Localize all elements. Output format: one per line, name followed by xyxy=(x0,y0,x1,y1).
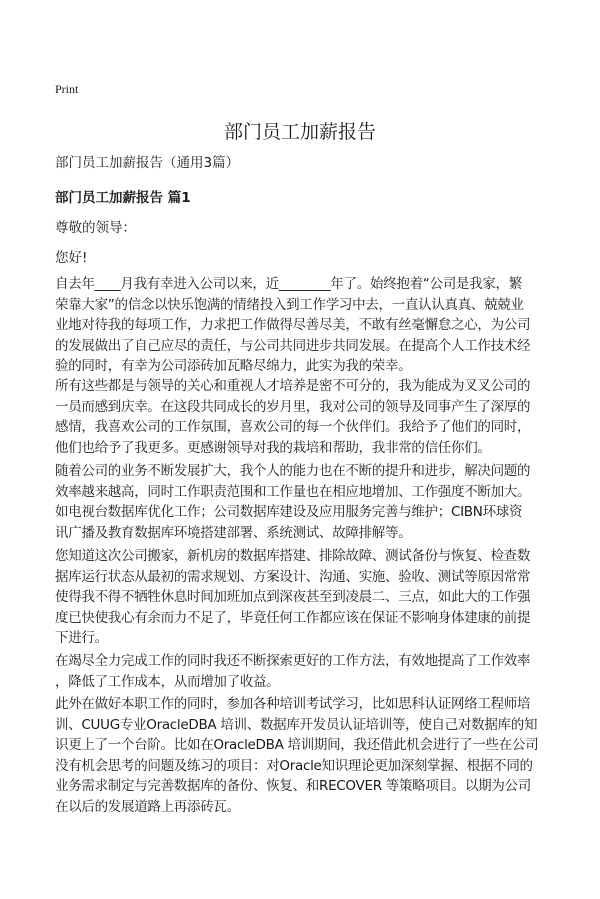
paragraph-5 xyxy=(55,651,565,692)
line: 他们也给予了我更多。更感谢领导对我的栽培和帮助，我非常的信任你们。 xyxy=(55,439,491,456)
paragraph-2 xyxy=(55,376,565,458)
line: 在竭尽全力完成工作的同时我还不断探索更好的工作方法，有效地提高了工作效率 xyxy=(55,653,531,669)
line: 效率越来越高，同时工作职责范围和工作量也在相应地增加、工作强度不断加大。 xyxy=(55,483,531,500)
line: 使得我不得不牺牲休息时间加班加点到深夜甚至到凌晨二、三点，如此大的工作强 xyxy=(55,589,531,605)
paragraph-4 xyxy=(55,546,565,649)
line: 训、CUUG专业OracleDBA 培训、数据库开发员认证培训等，使自己对数据库的知 xyxy=(55,716,538,733)
paragraph-3 xyxy=(55,461,565,543)
line: 业地对待我的每项工作，力求把工作做得尽善尽美，不敢有丝毫懈怠之心，为公司 xyxy=(55,317,531,333)
line: 的发展做出了自己应尽的责任，与公司共同进步共同发展。在提高个人工作技术经 xyxy=(55,337,531,354)
section-heading: 部门员工加薪报告 篇1 xyxy=(55,190,191,206)
subtitle: 部门员工加薪报告（通用3篇） xyxy=(55,155,240,171)
line: 此外在做好本职工作的同时，参加各种培训考试学习，比如思科认证网络工程师培 xyxy=(55,696,531,712)
line: 所有这些都是与领导的关心和重视人才培养是密不可分的，我为能成为叉叉公司的 xyxy=(55,378,531,394)
page-title: 部门员工加薪报告 xyxy=(223,121,376,143)
line: 您知道这次公司搬家，新机房的数据库搭建、排除故障、测试备份与恢复、检查数 xyxy=(55,548,531,564)
line: 据库运行状态从最初的需求规划、方案设计、沟通、实施、验收、测试等原因常常 xyxy=(55,568,531,585)
line: 验的同时，有幸为公司添砖加瓦略尽绵力，此实为我的荣幸。 xyxy=(55,358,412,374)
line: 讯广播及教育数据库环境搭建部署、系统测试、故障排解等。 xyxy=(55,524,412,541)
line: 随着公司的业务不断发展扩大，我个人的能力也在不断的提升和进步，解决问题的 xyxy=(55,463,531,479)
line: 如电视台数据库优化工作；公司数据库建设及应用服务完善与维护；CIBN环球资 xyxy=(55,504,523,520)
line: ，降低了工作成本，从而增加了收益。 xyxy=(55,673,280,690)
greeting: 您好! xyxy=(55,250,88,266)
line: 度已快使我心有余而力不足了，毕竟任何工作都应该在保证不影响身体建康的前提 xyxy=(55,609,531,626)
print-label: Print xyxy=(55,82,79,96)
paragraph-1 xyxy=(55,274,565,377)
line: 下进行。 xyxy=(55,630,108,646)
line: 一员而感到庆幸。在这段共同成长的岁月里，我对公司的领导及同事产生了深厚的 xyxy=(55,398,531,415)
line: 自去年____月我有幸进入公司以来，近________年了。始终抱着“公司是我家，繁 xyxy=(55,276,522,292)
line: 识更上了一个台阶。比如在OracleDBA 培训期间，我还借此机会进行了一些在公司 xyxy=(55,737,539,753)
line: 业务需求制定与完善数据库的备份、恢复、和RECOVER 等策略项目。以期为公司 xyxy=(55,778,531,794)
line: 荣靠大家”的信念以快乐饱满的情绪投入到工作学习中去，一直认认真真、兢兢业 xyxy=(55,296,524,313)
line: 没有机会思考的问题及练习的项目：对Oracle知识理论更加深刻掌握、根据不同的 xyxy=(55,757,533,774)
paragraph-6 xyxy=(55,694,565,817)
line: 在以后的发展道路上再添砖瓦。 xyxy=(55,798,240,815)
line: 感情，我喜欢公司的工作氛围，喜欢公司的每一个伙伴们。我给予了他们的同时， xyxy=(55,419,531,435)
salutation: 尊敬的领导： xyxy=(55,220,136,236)
